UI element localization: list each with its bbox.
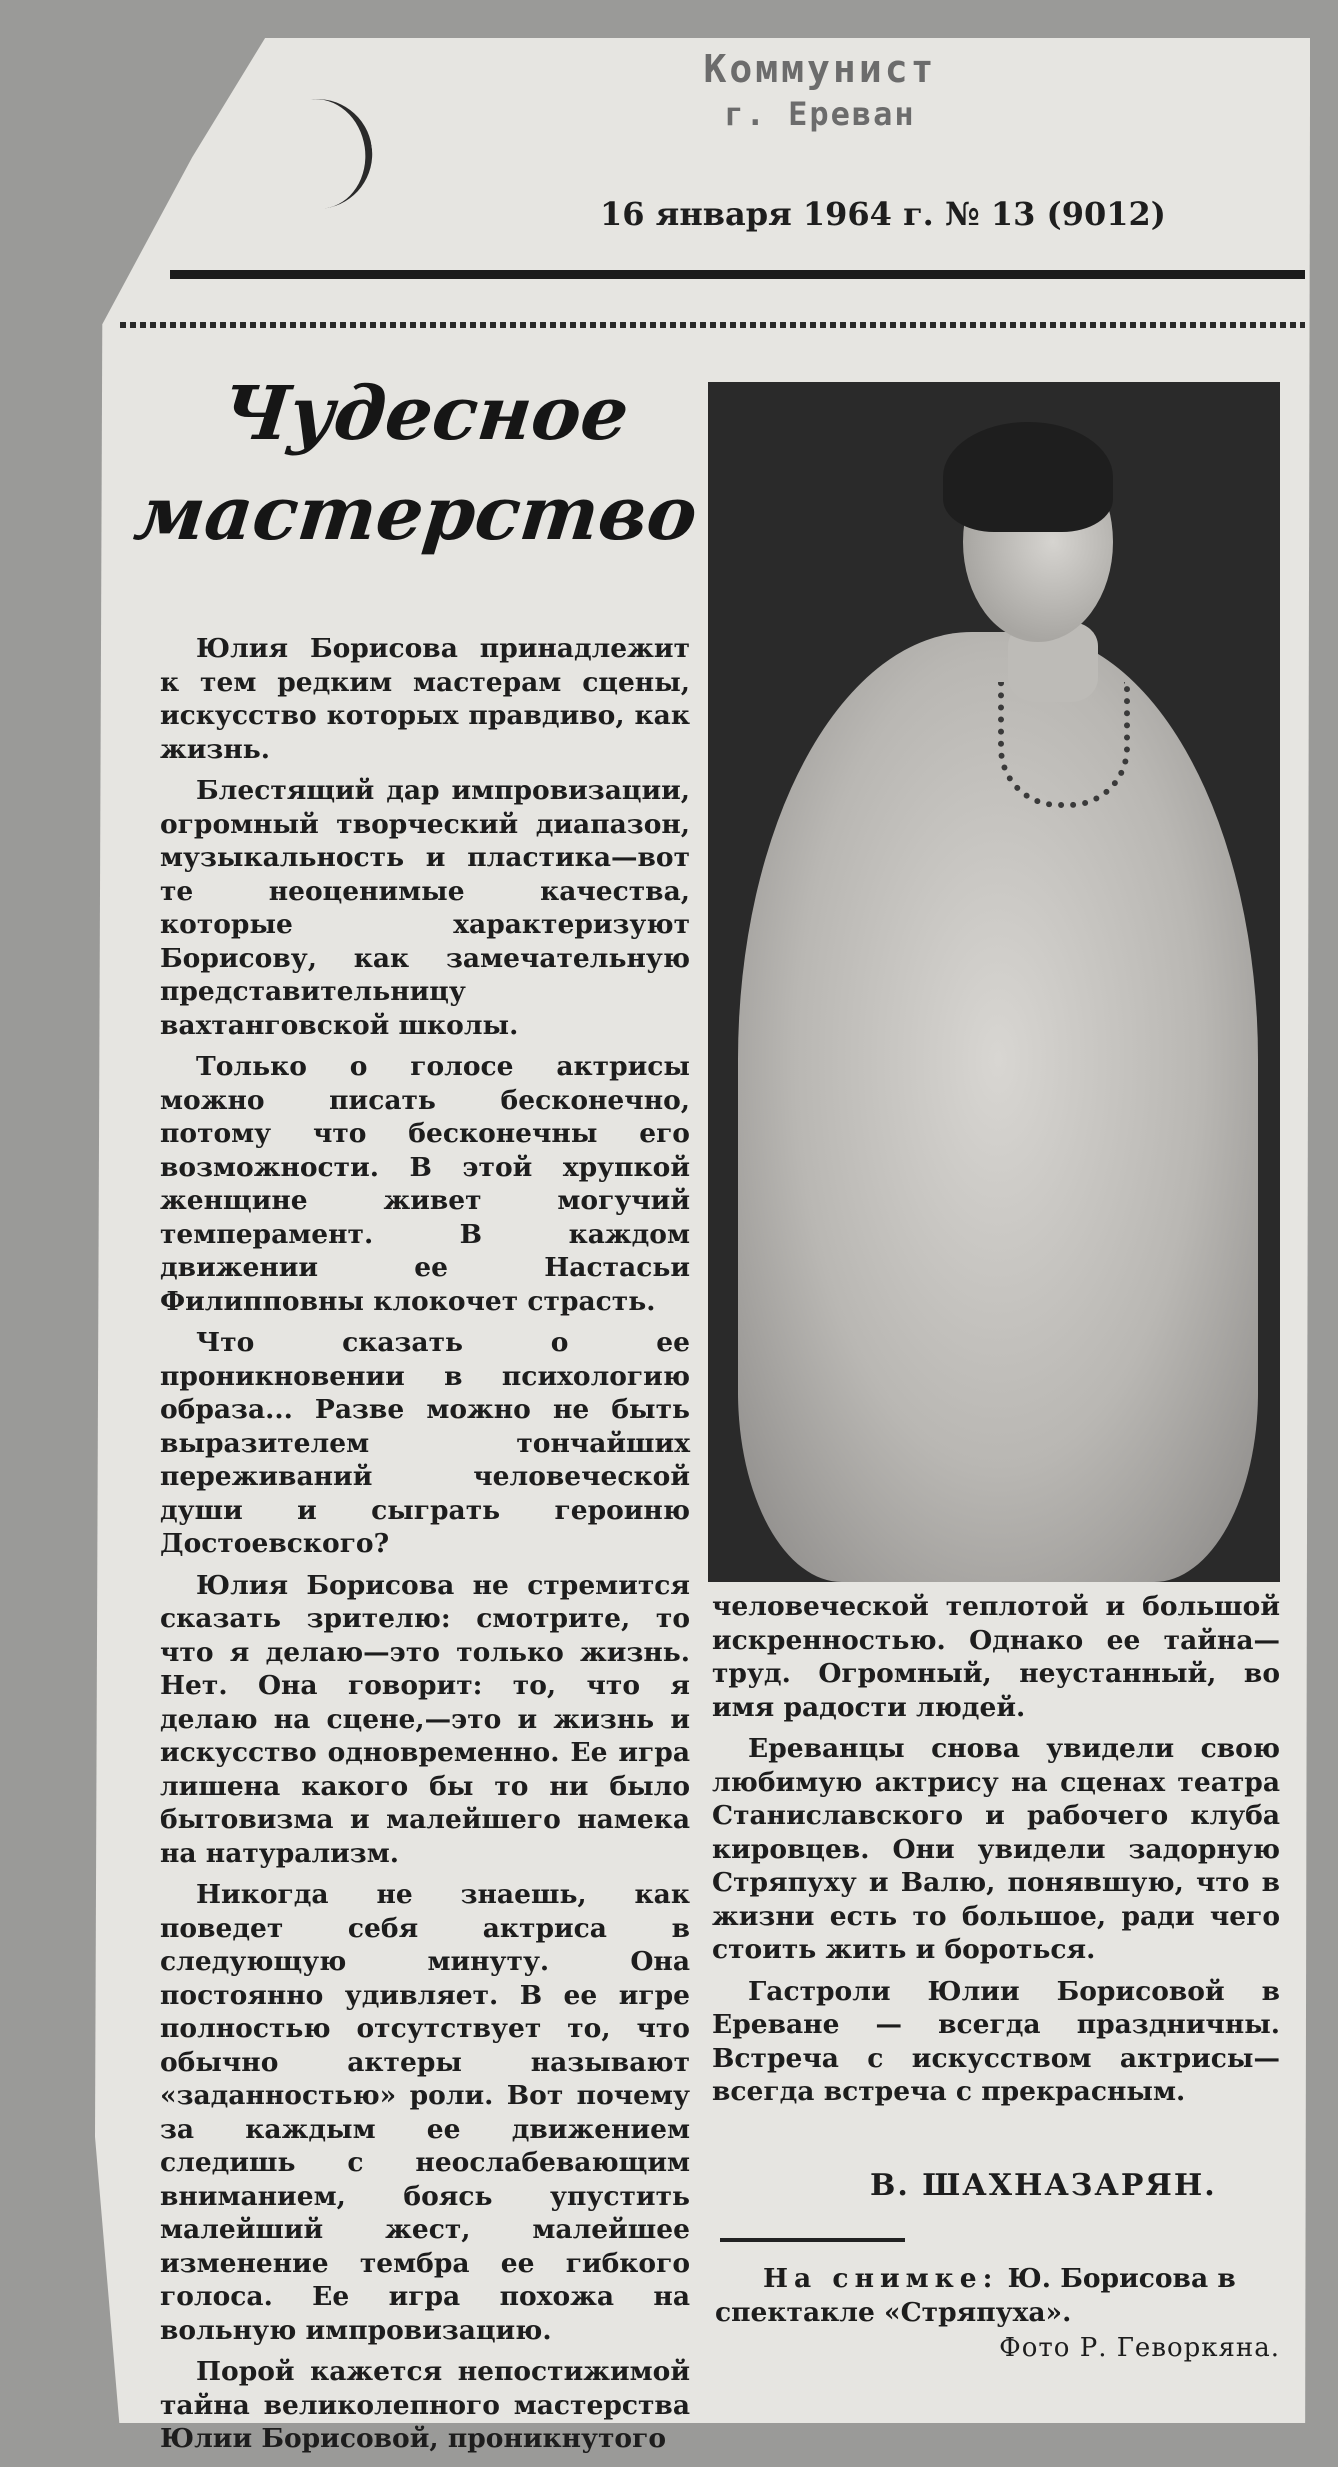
headline-line-2: мастерство (130, 470, 702, 557)
paragraph: человеческой теплотой и большой искренностью. Однако ее тайна—труд. Огромный, неустанный, во имя радости людей. (712, 1591, 1280, 1723)
stamp-newspaper-name: Коммунист (703, 47, 937, 91)
paragraph: Никогда не знаешь, как поведет себя актриса в следующую минуту. Она постоянно удивляет. В ее игре полностью отсутствует то, что обычно актеры называют «заданностью» роли. Вот почему за каждым ее движением следишь с неослабевающим вниманием, боясь упустить малейший жест, малейшее изменение тембра ее гибкого голоса. Ее игра похожа на вольную импровизацию. (160, 1879, 690, 2346)
article-headline (130, 365, 711, 565)
actress-photo (708, 382, 1280, 1582)
author-signature: В. ШАХНАЗАРЯН. (870, 2168, 1217, 2203)
paragraph: Только о голосе актрисы можно писать бесконечно, потому что бесконечны его возможности. В этой хрупкой женщине живет могучий темперамент. В каждом движении ее Настасьи Филипповны клокочет страсть. (160, 1051, 690, 1317)
article-column-1 (160, 632, 690, 2464)
paragraph: Что сказать о ее проникновении в психологию образа... Разве можно не быть выразителем тончайших переживаний человеческой души и сыграть героиню Достоевского? (160, 1327, 690, 1559)
photo-necklace (998, 682, 1130, 808)
stamp-city: г. Ереван (724, 94, 916, 133)
paragraph: Ереванцы снова увидели свою любимую актрису на сценах театра Станиславского и рабочего клуба кировцев. Они увидели задорную Стряпуху и Валю, понявшую, что в жизни есть то большое, ради чего стоить жить и бороться. (712, 1733, 1280, 1965)
photo-dress (738, 632, 1258, 1582)
photo-caption (715, 2262, 1280, 2329)
issue-dateline: 16 января 1964 г. № 13 (9012) (600, 195, 1166, 233)
paragraph: Порой кажется непостижимой тайна великолепного мастерства Юлии Борисовой, проникнутого (160, 2356, 690, 2454)
paragraph: Гастроли Юлии Борисовой в Ереване — всегда праздничны. Встреча с искусством актрисы—всегда встреча с прекрасным. (712, 1975, 1280, 2107)
dotted-rule (120, 322, 1305, 328)
headline-line-1: Чудесное (217, 371, 633, 457)
article-column-2 (712, 1590, 1280, 2117)
paragraph: Блестящий дар импровизации, огромный творческий диапазон, музыкальность и пластика—вот те неоценимые качества, которые характеризуют Борисову, как замечательную представительницу вахтанговской школы. (160, 775, 690, 1041)
paragraph: Юлия Борисова принадлежит к тем редким мастерам сцены, искусство которых правдиво, как жизнь. (160, 633, 690, 765)
caption-label: На снимке: (763, 2263, 999, 2294)
caption-rule (720, 2238, 905, 2242)
paragraph: Юлия Борисова не стремится сказать зрителю: смотрите, то что я делаю—это только жизнь. Нет. Она говорит: то, что я делаю на сцене,—это и жизнь и искусство одновременно. Ее игра лишена какого бы то ни было бытовизма и малейшего намека на натурализм. (160, 1569, 690, 1869)
newspaper-stamp (620, 46, 1020, 134)
caption-text: Ю. Борисова в спектакле «Стряпуха». (715, 2263, 1236, 2328)
photo-credit: Фото Р. Геворкяна. (999, 2333, 1280, 2363)
photo-hair (943, 422, 1113, 532)
header-rule (170, 270, 1305, 279)
